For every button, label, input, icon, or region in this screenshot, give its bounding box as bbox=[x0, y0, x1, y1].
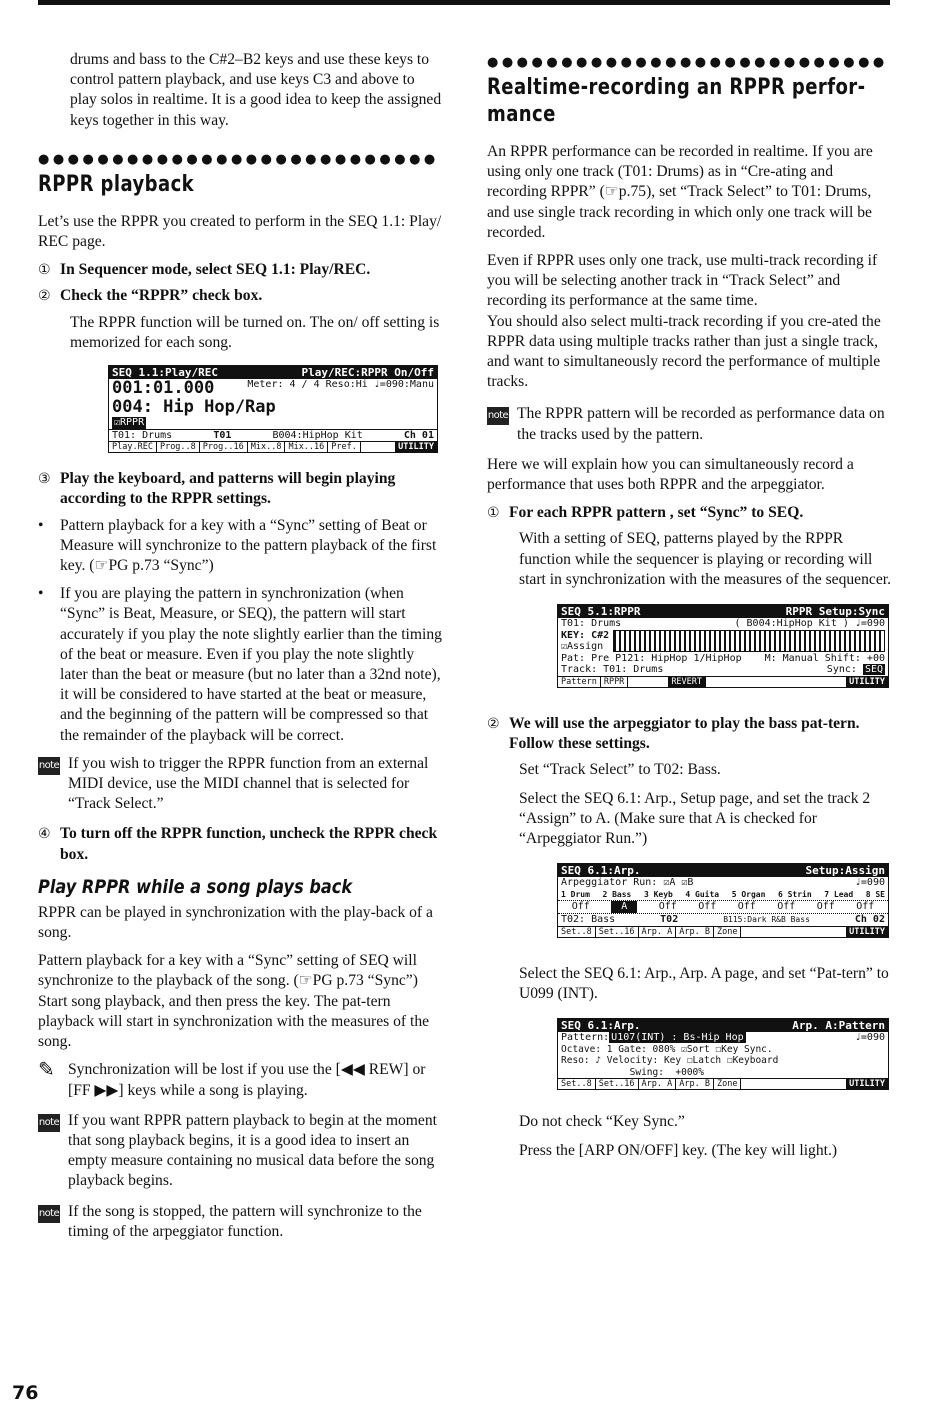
paragraph: You should also select multi-track recording if you cre-ated the RPPR data using multiple tracks rather than just a single track, and want to simultaneously record the performance of multiple tracks. bbox=[487, 312, 881, 391]
heading-realtime-recording: Realtime-recording an RPPR perfor-mance bbox=[487, 75, 866, 127]
keyboard-graphic bbox=[613, 630, 885, 652]
lcd-tab[interactable]: Pattern bbox=[558, 677, 601, 687]
paragraph: Do not check “Key Sync.” bbox=[519, 1113, 685, 1131]
lcd-meter: Meter: 4 / 4 Reso:Hi ♩=090:Manu bbox=[247, 379, 434, 391]
lcd-channel: Ch 02 bbox=[854, 914, 885, 926]
lcd-tab[interactable]: Arp. A bbox=[639, 1079, 677, 1089]
note-text: If you want RPPR pattern playback to begin at the moment that song playback begins, it is a good idea to insert an empty measure containing no musical data before the song playback begins. bbox=[68, 1111, 437, 1190]
lcd-tab[interactable]: Arp. B bbox=[676, 927, 714, 937]
note-block bbox=[38, 754, 443, 815]
lcd-pattern-select: Pat: Pre P121: HipHop 1/HipHop bbox=[561, 652, 742, 664]
paragraph: Set “Track Select” to T02: Bass. bbox=[519, 761, 721, 779]
lcd-row bbox=[558, 1044, 888, 1056]
lcd-title: SEQ 5.1:RPPR bbox=[561, 605, 641, 619]
lcd-tab[interactable]: Prog..16 bbox=[200, 442, 248, 452]
lcd-tempo: ♩=090 bbox=[854, 1032, 885, 1044]
lcd-row bbox=[558, 630, 888, 653]
top-rule bbox=[38, 0, 890, 5]
lcd-seq-6-1-arp-a bbox=[557, 1018, 889, 1090]
lcd-tabs bbox=[558, 926, 888, 937]
lcd-tab[interactable]: Pref. bbox=[328, 442, 361, 452]
part-label: 7 Lead bbox=[824, 889, 854, 899]
page-number: 76 bbox=[12, 1382, 39, 1404]
left-column bbox=[38, 50, 443, 1252]
lcd-seq-6-1-arp-setup bbox=[557, 863, 889, 937]
lcd-page-name: Arp. A:Pattern bbox=[792, 1019, 885, 1033]
pencil-icon: ✎ bbox=[38, 1059, 55, 1082]
paragraph: Even if RPPR uses only one track, use multi-track recording if you will be selecting another track in “Track Select” and recording its performance at the same time. bbox=[487, 252, 878, 310]
lcd-tab[interactable]: Arp. A bbox=[639, 927, 677, 937]
utility-tab[interactable]: UTILITY bbox=[846, 927, 888, 937]
step-text: We will use the arpeggiator to play the bass pat-tern. Follow these settings. bbox=[509, 715, 860, 753]
bullet-item bbox=[38, 516, 443, 577]
lcd-track: T02: Bass bbox=[561, 914, 616, 926]
lcd-tabs bbox=[558, 676, 888, 687]
lcd-title: SEQ 1.1:Play/REC bbox=[112, 366, 218, 380]
assign-checkbox[interactable]: ☑Assign bbox=[561, 641, 604, 653]
note-icon: note bbox=[38, 1205, 60, 1223]
lcd-params: Swing: +000% bbox=[561, 1066, 704, 1078]
part-label: 8 SE bbox=[865, 889, 885, 899]
note-block bbox=[38, 1202, 443, 1242]
lcd-values-row bbox=[558, 900, 888, 914]
part-label: 3 Keyb bbox=[643, 889, 673, 899]
heading-rppr-playback: RPPR playback bbox=[38, 171, 195, 197]
utility-tab[interactable]: UTILITY bbox=[395, 442, 437, 452]
bullet-text: If you are playing the pattern in synchronization (when “Sync” is Beat, Measure, or SEQ), the pattern will start accurately if you play the note slightly earlier than the timing of the beat or measure. Even if you play the note slightly later than the beat or measure (but no later than a 32nd note), it will be considered to have started at the beat or measure, and the beginning of the pattern will be compressed so that the remainder of the playback will be correct. bbox=[60, 585, 442, 744]
step-2 bbox=[487, 714, 892, 754]
lcd-location: 001:01.000 bbox=[112, 378, 215, 399]
lcd-tab[interactable]: Zone bbox=[714, 927, 741, 937]
lcd-tab[interactable]: Prog..8 bbox=[157, 442, 200, 452]
assign-value[interactable]: A bbox=[611, 901, 637, 913]
assign-value[interactable]: Off bbox=[737, 901, 756, 913]
lcd-tab[interactable]: RPPR bbox=[601, 677, 628, 687]
lcd-title: SEQ 6.1:Arp. bbox=[561, 864, 641, 878]
note-text: If the song is stopped, the pattern will synchronize to the timing of the arpeggiator function. bbox=[68, 1202, 422, 1240]
note-text: The RPPR pattern will be recorded as performance data on the tracks used by the pattern. bbox=[517, 405, 885, 443]
note-block bbox=[38, 1111, 443, 1192]
lcd-row bbox=[109, 417, 437, 429]
intro-paragraph: drums and bass to the C#2–B2 keys and use these keys to control pattern playback, and use keys C3 and above to play solos in realtime. It is a good idea to keep the assigned keys together in this way. bbox=[70, 51, 442, 129]
pattern-value[interactable]: U107(INT) : Bs-Hip Hop bbox=[611, 1032, 744, 1044]
lcd-program: B115:Dark R&B Bass bbox=[723, 915, 810, 925]
note-icon: note bbox=[38, 1114, 60, 1132]
lcd-row bbox=[558, 618, 888, 630]
step-text: In Sequencer mode, select SEQ 1.1: Play/REC. bbox=[60, 261, 371, 279]
lcd-row bbox=[558, 1032, 888, 1044]
paragraph: Here we will explain how you can simultaneously record a performance that uses both RPPR and the arpeggiator. bbox=[487, 455, 854, 494]
lcd-params: Octave: 1 Gate: 080% ☑Sort ☐Key Sync. bbox=[561, 1043, 773, 1055]
lcd-key-assign bbox=[561, 630, 609, 653]
part-label: 4 Guita bbox=[685, 889, 720, 899]
section-dots: ●●●●●●●●●●●●●●●●●●●●●●●●●●● bbox=[487, 56, 888, 70]
section-dots: ●●●●●●●●●●●●●●●●●●●●●●●●●●● bbox=[38, 152, 439, 167]
revert-button[interactable]: REVERT bbox=[668, 677, 706, 687]
step-text: For each RPPR pattern , set “Sync” to SEQ. bbox=[509, 504, 804, 522]
lcd-tempo: ♩=090 bbox=[854, 877, 885, 889]
step-1 bbox=[38, 260, 443, 280]
part-label: 1 Drum bbox=[561, 889, 590, 899]
assign-value[interactable]: Off bbox=[816, 901, 835, 913]
step-number: ② bbox=[487, 716, 500, 733]
step-number: ② bbox=[38, 288, 51, 305]
lcd-track-id: T01 bbox=[213, 429, 232, 441]
step-number: ① bbox=[487, 505, 500, 522]
assign-value[interactable]: Off bbox=[658, 901, 677, 913]
lcd-page-name: Play/REC:RPPR On/Off bbox=[301, 366, 434, 380]
lcd-tab[interactable]: Mix..16 bbox=[285, 442, 328, 452]
arpeggiator-run[interactable]: Arpeggiator Run: ☑A ☑B bbox=[561, 877, 694, 889]
lcd-row bbox=[558, 1055, 888, 1067]
lcd-key: KEY: C#2 bbox=[561, 629, 610, 641]
lcd-track: T01: Drums bbox=[561, 618, 622, 630]
step-1 bbox=[487, 503, 892, 523]
lcd-row bbox=[558, 914, 888, 926]
bullet-mark: • bbox=[38, 585, 44, 603]
paragraph: Start song playback, and then press the key. The pat-tern playback will start in synchronization with the measures of the song. bbox=[38, 992, 430, 1051]
step-2 bbox=[38, 286, 443, 306]
paragraph: Select the SEQ 6.1: Arp., Arp. A page, and set “Pat-tern” to U099 (INT). bbox=[519, 964, 889, 1002]
lcd-title-bar bbox=[558, 864, 888, 877]
step-number: ④ bbox=[38, 826, 51, 843]
lcd-title: SEQ 6.1:Arp. bbox=[561, 1019, 641, 1033]
lcd-tab[interactable]: Set..8 bbox=[558, 927, 596, 937]
lcd-tab[interactable]: Set..16 bbox=[596, 1079, 639, 1089]
pattern-label: Pattern: bbox=[561, 1032, 610, 1044]
lcd-seq-5-1-rppr bbox=[557, 604, 889, 688]
subheading-play-rppr-while-song: Play RPPR while a song plays back bbox=[38, 875, 353, 898]
lcd-tabs bbox=[109, 441, 437, 452]
lcd-tab[interactable]: Zone bbox=[714, 1079, 741, 1089]
bullet-text: Pattern playback for a key with a “Sync” setting of Beat or Measure will synchronize to the pattern playback of the first key. (☞PG p.73 “Sync”) bbox=[60, 516, 437, 575]
note-icon: note bbox=[487, 407, 509, 425]
lcd-mode: M: Manual Shift: +00 bbox=[764, 652, 885, 664]
step-2-text: The RPPR function will be turned on. The on/ off setting is memorized for each song. bbox=[70, 313, 440, 351]
lcd-song-name: 004: Hip Hop/Rap bbox=[112, 397, 276, 418]
part-label: 2 Bass bbox=[602, 889, 632, 899]
lcd-track-select: Track: T01: Drums bbox=[561, 664, 664, 676]
paragraph: An RPPR performance can be recorded in realtime. If you are using only one track (T01: Drums) as in “Cre-ating and recording RPPR” (☞p.75), set “Track Select” to T01: Drums, and use single track recording in which only one track will be recorded. bbox=[487, 143, 873, 241]
paragraph: Let’s use the RPPR you created to perform in the SEQ 1.1: Play/ REC page. bbox=[38, 212, 442, 251]
lcd-track: T01: Drums bbox=[112, 429, 173, 441]
step-number: ① bbox=[38, 262, 51, 279]
lcd-row bbox=[109, 429, 437, 442]
utility-tab[interactable]: UTILITY bbox=[846, 677, 888, 687]
lcd-row bbox=[558, 664, 888, 676]
utility-tab[interactable]: UTILITY bbox=[846, 1079, 888, 1089]
lcd-row bbox=[109, 379, 437, 398]
step-text: Play the keyboard, and patterns will begin playing according to the RPPR settings. bbox=[60, 470, 396, 508]
lcd-title-bar bbox=[558, 1019, 888, 1032]
paragraph: RPPR can be played in synchronization with the play-back of a song. bbox=[38, 903, 433, 942]
lcd-pattern: ( B004:HipHop Kit ) ♩=090 bbox=[734, 618, 885, 630]
lcd-tab[interactable]: Arp. B bbox=[676, 1079, 714, 1089]
note-text: If you wish to trigger the RPPR function from an external MIDI device, use the MIDI channel that is selected for “Track Select.” bbox=[68, 754, 429, 813]
step-4 bbox=[38, 824, 443, 864]
lcd-tab[interactable]: Set..16 bbox=[596, 927, 639, 937]
paragraph: Pattern playback for a key with a “Sync” setting of SEQ will synchronize to the playback of the song. (☞PG p.73 “Sync”) bbox=[38, 952, 418, 990]
assign-value[interactable]: Off bbox=[698, 901, 717, 913]
sync-value[interactable]: SEQ bbox=[864, 664, 883, 676]
lcd-program: B004:HipHop Kit bbox=[272, 429, 363, 441]
step-number: ③ bbox=[38, 471, 51, 488]
lcd-row bbox=[558, 877, 888, 889]
lcd-tab[interactable]: Set..8 bbox=[558, 1079, 596, 1089]
lcd-parts-row bbox=[558, 889, 888, 901]
step-text: Check the “RPPR” check box. bbox=[60, 287, 263, 305]
lcd-row bbox=[558, 653, 888, 665]
right-column bbox=[487, 56, 892, 1169]
step-1-text: With a setting of SEQ, patterns played by the RPPR function while the sequencer is playing or recording will start in synchronization with the measures of the sequencer. bbox=[519, 530, 891, 588]
lcd-params: Reso: ♪ Velocity: Key ☐Latch ☐Keyboard bbox=[561, 1055, 779, 1067]
lcd-page-name: RPPR Setup:Sync bbox=[785, 605, 885, 619]
paragraph: Select the SEQ 6.1: Arp., Setup page, and set the track 2 “Assign” to A. (Make sure that A is checked for “Arpeggiator Run.”) bbox=[519, 789, 871, 848]
warning-text: Synchronization will be lost if you use the [◀◀ REW] or [FF ▶▶] keys while a song is playing. bbox=[68, 1061, 426, 1099]
bullet-mark: • bbox=[38, 516, 44, 534]
assign-value[interactable]: Off bbox=[571, 901, 590, 913]
note-icon: note bbox=[38, 757, 60, 775]
lcd-tab[interactable]: Mix..8 bbox=[248, 442, 286, 452]
lcd-title-bar bbox=[558, 605, 888, 618]
warning-block bbox=[38, 1060, 443, 1100]
lcd-row bbox=[558, 1067, 888, 1079]
bullet-item bbox=[38, 584, 443, 746]
lcd-page-name: Setup:Assign bbox=[805, 864, 885, 878]
lcd-track-id: T02 bbox=[660, 914, 679, 926]
lcd-tabs bbox=[558, 1078, 888, 1089]
paragraph: Press the [ARP ON/OFF] key. (The key will light.) bbox=[519, 1141, 838, 1159]
lcd-channel: Ch 01 bbox=[403, 429, 434, 441]
part-label: 6 Strin bbox=[777, 889, 812, 899]
step-text: To turn off the RPPR function, uncheck the RPPR check box. bbox=[60, 825, 438, 863]
step-3 bbox=[38, 469, 443, 509]
rppr-checkbox[interactable]: ☑RPPR bbox=[114, 417, 145, 429]
lcd-seq-1-1-play-rec bbox=[108, 365, 438, 453]
sync-label: Sync: bbox=[826, 664, 857, 676]
part-label: 5 Organ bbox=[731, 889, 766, 899]
lcd-tab[interactable]: Play.REC bbox=[109, 442, 157, 452]
note-block bbox=[487, 404, 892, 444]
assign-value[interactable]: Off bbox=[777, 901, 796, 913]
assign-value[interactable]: Off bbox=[856, 901, 875, 913]
